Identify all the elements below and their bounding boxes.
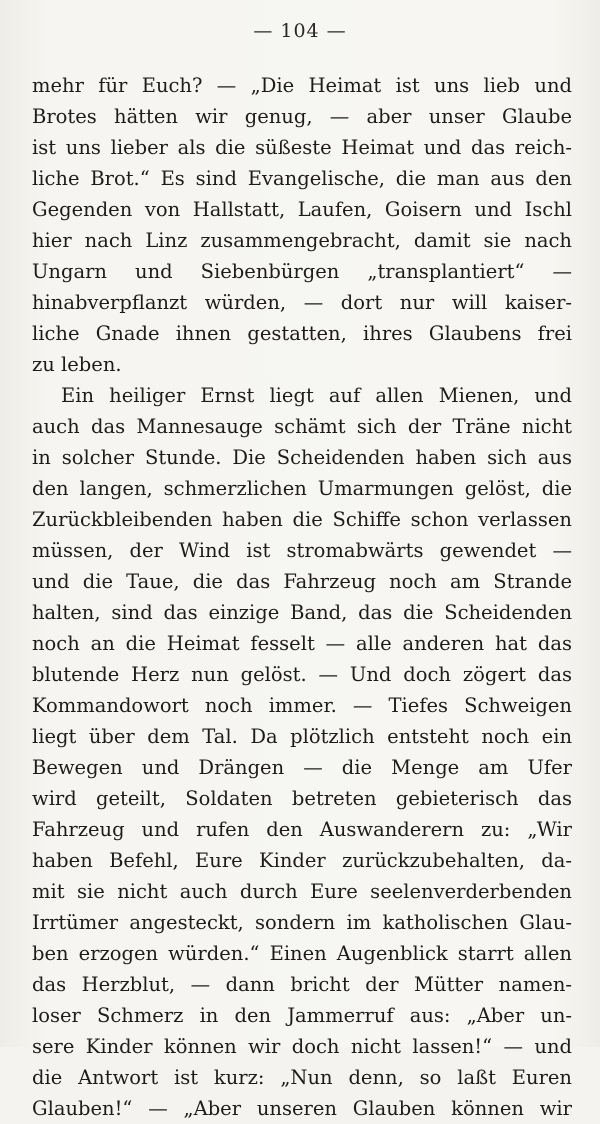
text-line: sere Kinder können wir doch nicht lassen!“ — und [32, 1035, 572, 1058]
text-line: Ein heiliger Ernst liegt auf allen Mienen, und [61, 384, 572, 407]
text-line: den langen, schmerzlichen Umarmungen gelöst, die [32, 477, 572, 500]
text-line: hier nach Linz zusammengebracht, damit sie nach [32, 229, 572, 252]
text-line: liche Gnade ihnen gestatten, ihres Glaubens frei [32, 322, 572, 345]
text-line: Glauben!“ — „Aber unseren Glauben können wir [32, 1097, 572, 1120]
text-line: loser Schmerz in den Jammerruf aus: „Aber un- [32, 1004, 572, 1027]
text-line: und die Taue, die das Fahrzeug noch am Strande [32, 570, 572, 593]
text-line: müssen, der Wind ist stromabwärts gewendet — [32, 539, 572, 562]
text-line: liche Brot.“ Es sind Evangelische, die man aus den [32, 167, 572, 190]
text-line: haben Befehl, Eure Kinder zurückzubehalten, da- [32, 849, 572, 872]
text-line: zu leben. [32, 353, 122, 376]
text-line: Ungarn und Siebenbürgen „transplantiert“ — [32, 260, 572, 283]
text-line: das Herzblut, — dann bricht der Mütter namen- [32, 973, 572, 996]
text-line: auch das Mannesauge schämt sich der Träne nicht [32, 415, 572, 438]
text-line: Bewegen und Drängen — die Menge am Ufer [32, 756, 572, 779]
text-line: in solcher Stunde. Die Scheidenden haben sich aus [32, 446, 572, 469]
text-line: Brotes hätten wir genug, — aber unser Glaube [32, 105, 572, 128]
page-number: — 104 — [253, 20, 347, 42]
text-line: noch an die Heimat fesselt — alle anderen hat das [32, 632, 572, 655]
text-line: mehr für Euch? — „Die Heimat ist uns lieb und [32, 74, 572, 97]
text-line: halten, sind das einzige Band, das die Scheidenden [32, 601, 572, 624]
text-line: hinabverpflanzt würden, — dort nur will kaiser- [32, 291, 572, 314]
text-line: wird geteilt, Soldaten betreten gebieterisch das [32, 787, 572, 810]
text-line: liegt über dem Tal. Da plötzlich entsteht noch ein [32, 725, 572, 748]
text-line: ist uns lieber als die süßeste Heimat und das reich- [32, 136, 572, 159]
text-line: mit sie nicht auch durch Eure seelenverderbenden [32, 880, 572, 903]
body-text [32, 70, 572, 1124]
text-line: die Antwort ist kurz: „Nun denn, so laßt Euren [32, 1066, 572, 1089]
text-line: Fahrzeug und rufen den Auswanderern zu: „Wir [32, 818, 572, 841]
text-line: Gegenden von Hallstatt, Laufen, Goisern und Ischl [32, 198, 572, 221]
text-line: Irrtümer angesteckt, sondern im katholischen Glau- [32, 911, 572, 934]
text-line: Kommandowort noch immer. — Tiefes Schweigen [32, 694, 572, 717]
text-line: blutende Herz nun gelöst. — Und doch zögert das [32, 663, 572, 686]
text-line: Zurückbleibenden haben die Schiffe schon verlassen [32, 508, 572, 531]
text-line: ben erzogen würden.“ Einen Augenblick starrt allen [32, 942, 572, 965]
